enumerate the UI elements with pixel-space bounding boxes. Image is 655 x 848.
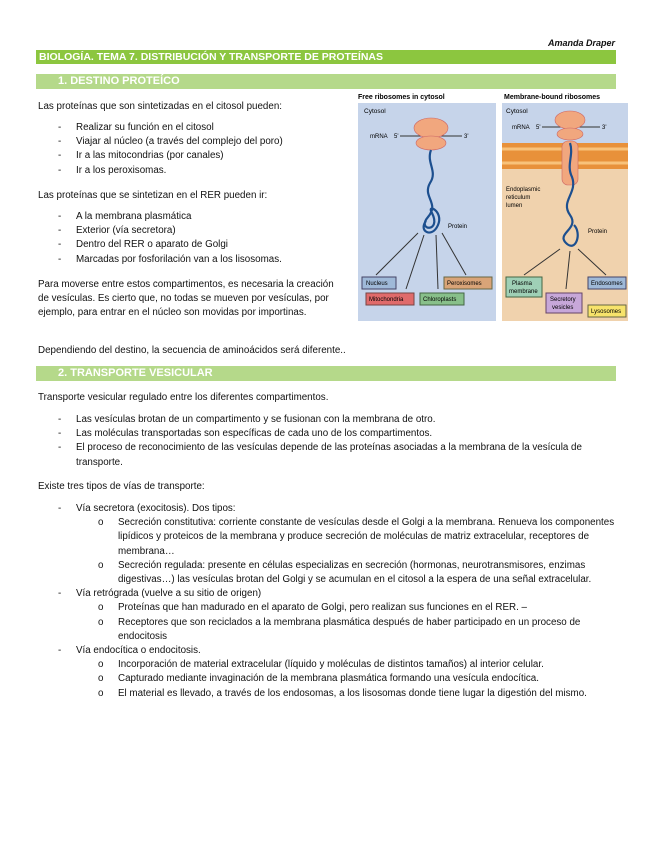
left-mrna-label: mRNA	[370, 134, 388, 140]
rer-destinations-list	[58, 210, 282, 267]
right-protein-label: Protein	[588, 229, 608, 235]
nucleus-label: Nucleus	[366, 281, 388, 287]
document-title: BIOLOGÍA. TEMA 7. DISTRIBUCIÓN Y TRANSPORTE DE PROTEÍNAS	[36, 50, 616, 64]
list-item: - Exterior (vía secretora)	[58, 224, 282, 238]
right-cytosol-label: Cytosol	[506, 108, 528, 115]
sublist	[98, 516, 618, 587]
right-ribosome-large	[555, 111, 585, 129]
sublist-item: o Receptores que son reciclados a la membrana plasmática después de haber participado en un proceso de endocitosis	[98, 616, 618, 644]
type-label: Vía retrógrada (vuelve a su sitio de origen)	[76, 588, 262, 600]
right-three-label: 3'	[602, 125, 607, 131]
sublist-item: o El material es llevado, a través de los endosomas, a los lisosomas donde tiene lugar la digestión del mismo.	[98, 687, 618, 701]
vesicle-paragraph: Para moverse entre estos compartimentos, es necesaria la creación de vesículas. Es cierto que, no todas se mueven por vesículas, por ejemplo, para entrar en el núcleo son movidas por importinas.	[38, 279, 334, 318]
list-item	[58, 587, 618, 644]
sublist-item: o Incorporación de material extracelular (líquido y moléculas de distintos tamaños) al interior celular.	[98, 658, 618, 672]
list-item: - Marcadas por fosforilación van a los lisosomas.	[58, 253, 282, 267]
chloroplasts-label: Chloroplasts	[423, 297, 457, 303]
figure-left-title: Free ribosomes in cytosol	[358, 94, 445, 101]
sublist-item: o Capturado mediante invaginación de la membrana plasmática formando una vesícula endocítica.	[98, 672, 618, 686]
vesicles-label: vesicles	[552, 305, 574, 311]
protein-sorting-figure	[356, 93, 628, 321]
mitochondria-label: Mitochondria	[369, 297, 404, 303]
list-item: - Ir a las mitocondrias (por canales)	[58, 149, 283, 163]
intro-cytosol: Las proteínas que son sintetizadas en el citosol pueden:	[38, 101, 282, 112]
right-mrna-label: mRNA	[512, 125, 530, 131]
type-label: Vía secretora (exocitosis). Dos tipos:	[76, 503, 236, 514]
peroxisomes-label: Peroxisomes	[447, 281, 482, 287]
types-intro: Existe tres tipos de vías de transporte:	[38, 481, 205, 492]
list-item: - A la membrana plasmática	[58, 210, 282, 224]
right-five-label: 5'	[536, 125, 541, 131]
intro-transport: Transporte vesicular regulado entre los diferentes compartimentos.	[38, 392, 329, 403]
sublist	[98, 658, 618, 701]
left-ribosome-small	[416, 136, 446, 150]
author-name: Amanda Draper	[547, 38, 615, 48]
list-item	[58, 644, 618, 701]
cytosol-destinations-list	[58, 121, 283, 178]
sublist	[98, 601, 618, 644]
left-five-label: 5'	[394, 134, 399, 140]
right-ribosome-small	[557, 128, 583, 140]
list-item: - Las vesículas brotan de un compartimento y se fusionan con la membrana de otro.	[58, 413, 618, 427]
er-lumen-label-3: lumen	[506, 203, 523, 209]
list-item	[58, 502, 618, 587]
membrane-label: membrane	[509, 289, 538, 295]
er-lumen-label-1: Endoplasmic	[506, 187, 541, 193]
list-item: - El proceso de reconocimiento de las vesículas depende de las proteínas asociadas a la membrana de la vesícula de transporte.	[58, 441, 618, 469]
left-three-label: 3'	[464, 134, 469, 140]
list-item: - Las moléculas transportadas son específicas de cada uno de los compartimentos.	[58, 427, 618, 441]
sublist-item: o Secreción regulada: presente en células especializas en secreción (hormonas, neurotransmisores, enzimas digestivas…) las vesículas brotan del Golgi y se acumulan en el citosol a la espera de una señal extracelular.	[98, 559, 618, 587]
plasma-label: Plasma	[512, 281, 533, 287]
closing-sentence: Dependiendo del destino, la secuencia de aminoácidos será diferente..	[38, 345, 346, 356]
secretory-label: Secretory	[550, 297, 576, 303]
lysosomes-label: Lysosomes	[591, 309, 622, 315]
list-item: - Realizar su función en el citosol	[58, 121, 283, 135]
left-ribosome-large	[414, 118, 448, 138]
section-heading-destino: 1. DESTINO PROTEÍCO	[36, 74, 616, 89]
transport-points-list	[58, 413, 618, 470]
section-heading-transporte: 2. TRANSPORTE VESICULAR	[36, 366, 616, 381]
left-cytosol-label: Cytosol	[364, 108, 386, 115]
sublist-item: o Proteínas que han madurado en el aparato de Golgi, pero realizan sus funciones en el RER. –	[98, 601, 618, 615]
intro-rer: Las proteínas que se sintetizan en el RER pueden ir:	[38, 190, 268, 201]
er-lumen-label-2: reticulum	[506, 195, 531, 201]
endosomes-label: Endosomes	[591, 281, 623, 287]
list-item: - Viajar al núcleo (a través del complejo del poro)	[58, 135, 283, 149]
transport-types-list	[58, 502, 618, 701]
type-label: Vía endocítica o endocitosis.	[76, 645, 201, 657]
sublist-item: o Secreción constitutiva: corriente constante de vesículas desde el Golgi a la membrana. Renueva los componentes lipídicos y proteicos de la membrana y produce secreción de moléculas de matriz extracelular, receptores de membrana…	[98, 516, 618, 559]
list-item: - Ir a los peroxisomas.	[58, 164, 283, 178]
list-item: - Dentro del RER o aparato de Golgi	[58, 238, 282, 252]
left-protein-label: Protein	[448, 224, 468, 230]
figure-right-title: Membrane-bound ribosomes	[504, 94, 601, 101]
